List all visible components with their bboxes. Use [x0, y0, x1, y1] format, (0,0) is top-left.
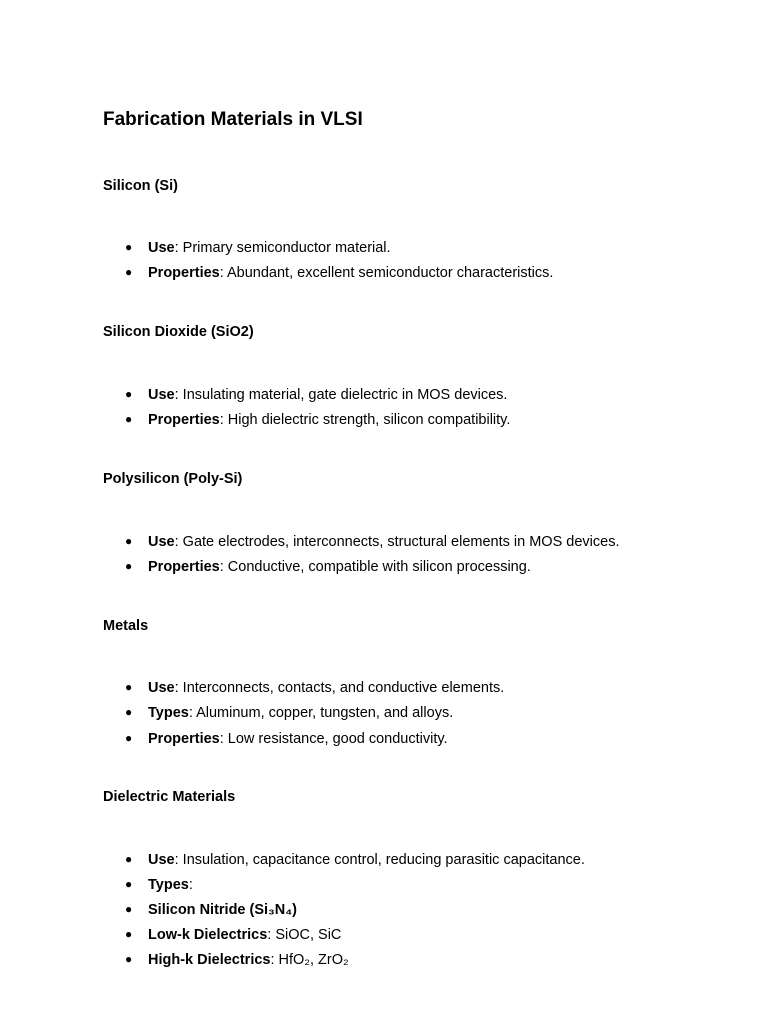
- section-heading-dielectric-materials: Dielectric Materials: [103, 789, 236, 805]
- item-term: Types: [148, 877, 189, 893]
- list-item: [125, 950, 349, 969]
- list-item: [125, 678, 504, 697]
- item-term: Use: [148, 852, 175, 868]
- item-text: : Low resistance, good conductivity.: [219, 731, 448, 747]
- item-term: Properties: [148, 559, 220, 575]
- list-item: [125, 729, 448, 748]
- section-heading-polysilicon: Polysilicon (Poly-Si): [103, 471, 243, 487]
- item-text: : Insulating material, gate dielectric in MOS devices.: [174, 387, 508, 403]
- item-term: Use: [148, 680, 175, 696]
- list-item: [125, 557, 531, 576]
- item-text: : Aluminum, copper, tungsten, and alloys.: [188, 705, 454, 721]
- item-term: Use: [148, 387, 175, 403]
- section-heading-silicon: Silicon (Si): [103, 178, 178, 194]
- bullet-icon: ●: [125, 952, 133, 966]
- list-item: [125, 532, 619, 551]
- item-text: : Conductive, compatible with silicon processing.: [219, 559, 531, 575]
- item-text: : HfO₂, ZrO₂: [270, 952, 349, 968]
- item-term: Properties: [148, 731, 220, 747]
- bullet-icon: ●: [125, 559, 133, 573]
- bullet-icon: ●: [125, 902, 133, 916]
- item-term: Use: [148, 534, 175, 550]
- page-title: Fabrication Materials in VLSI: [103, 109, 363, 130]
- item-term: Low-k Dielectrics: [148, 927, 268, 943]
- item-term: Types: [148, 705, 189, 721]
- list-item: [125, 410, 510, 429]
- item-text: : Abundant, excellent semiconductor characteristics.: [219, 265, 554, 281]
- list-item: [125, 238, 391, 257]
- item-term: Properties: [148, 265, 220, 281]
- list-item: [125, 703, 453, 722]
- item-text: : Primary semiconductor material.: [174, 240, 391, 256]
- item-term: Silicon Nitride (Si₃N₄): [148, 902, 297, 918]
- bullet-icon: ●: [125, 240, 133, 254]
- bullet-icon: ●: [125, 852, 133, 866]
- item-text: : SiOC, SiC: [267, 927, 342, 943]
- bullet-icon: ●: [125, 731, 133, 745]
- section-heading-metals: Metals: [103, 618, 149, 634]
- bullet-icon: ●: [125, 927, 133, 941]
- item-term: Use: [148, 240, 175, 256]
- bullet-icon: ●: [125, 387, 133, 401]
- list-item: [125, 875, 193, 894]
- item-text: : Gate electrodes, interconnects, structural elements in MOS devices.: [174, 534, 620, 550]
- bullet-icon: ●: [125, 534, 133, 548]
- list-item: [125, 850, 585, 869]
- section-heading-silicon-dioxide: Silicon Dioxide (SiO2): [103, 324, 254, 340]
- list-item: [125, 925, 341, 944]
- bullet-icon: ●: [125, 877, 133, 891]
- item-text: : High dielectric strength, silicon compatibility.: [219, 412, 511, 428]
- list-item: [125, 385, 507, 404]
- bullet-icon: ●: [125, 412, 133, 426]
- item-term: High-k Dielectrics: [148, 952, 271, 968]
- item-text: : Interconnects, contacts, and conductive elements.: [174, 680, 505, 696]
- item-text: : Insulation, capacitance control, reducing parasitic capacitance.: [174, 852, 585, 868]
- item-text: :: [188, 877, 193, 893]
- list-item: [125, 900, 297, 919]
- list-item: [125, 263, 553, 282]
- bullet-icon: ●: [125, 680, 133, 694]
- item-term: Properties: [148, 412, 220, 428]
- bullet-icon: ●: [125, 265, 133, 279]
- bullet-icon: ●: [125, 705, 133, 719]
